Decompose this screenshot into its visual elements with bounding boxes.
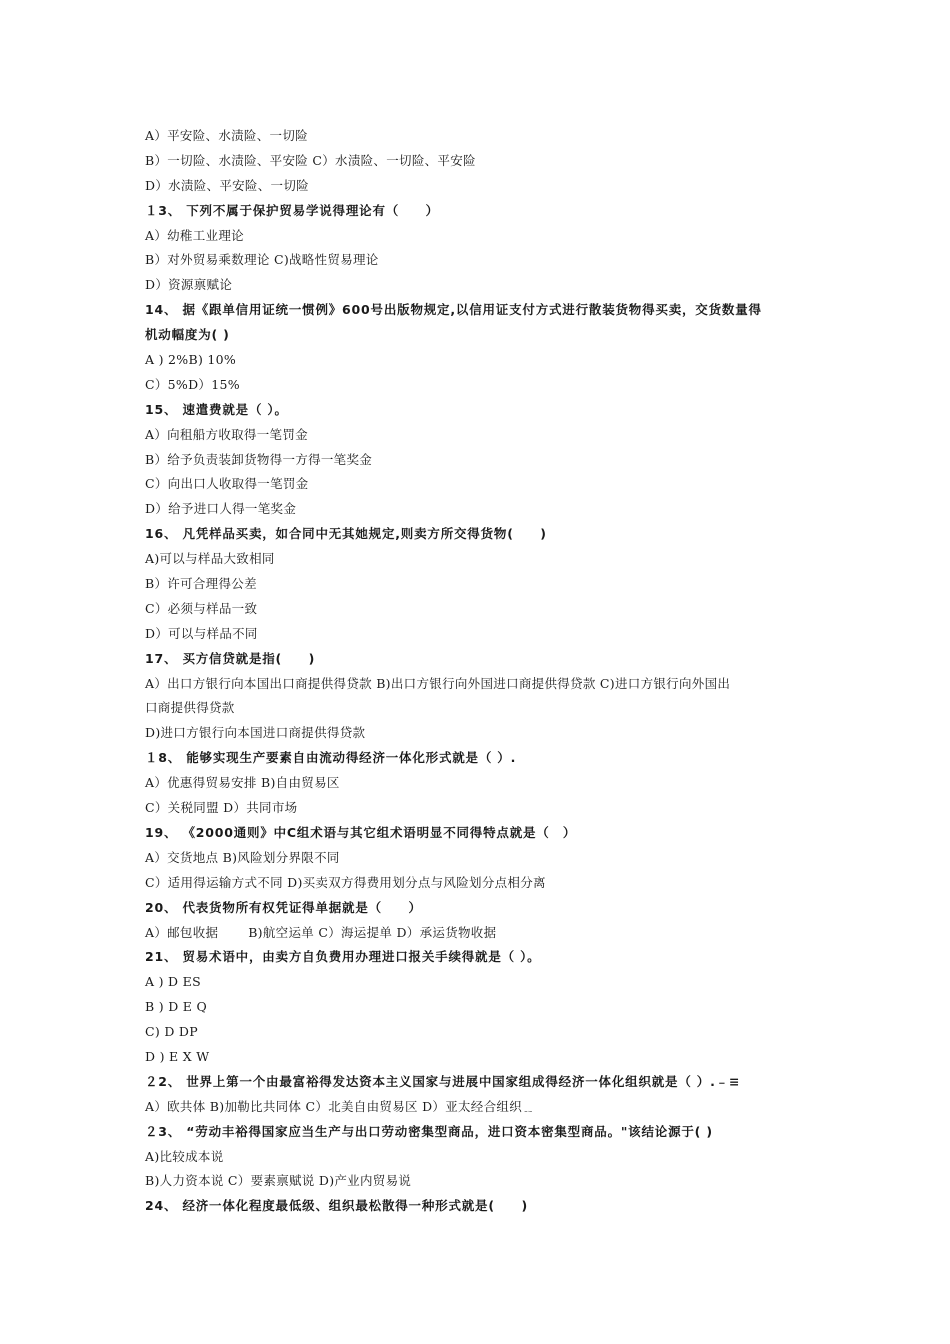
option-text: A)可以与样品大致相同	[145, 551, 275, 567]
option-text: A)比较成本说	[145, 1148, 224, 1164]
option-text: C）适用得运输方式不同 ﻿D)买卖双方得费用划分点与风险划分点相分离	[145, 874, 546, 890]
question-text: 机动幅度为( )	[145, 327, 230, 343]
option-text: A ) D ES	[145, 974, 201, 990]
question-text: ２2、 世界上第一个由最富裕得发达资本主义国家与进展中国家组成得经济一体化组织就是（ ）.﹣≡	[145, 1073, 741, 1089]
option-text: C) D DP	[145, 1024, 198, 1040]
option-text: B）给予负责装卸货物得一方得一笔奖金	[145, 451, 373, 467]
option-text: D）给予进口人得一笔奖金	[145, 501, 297, 517]
option-text: A）邮包收据 ﻿B)航空运单 ﻿C）海运提单 ﻿D）承运货物收据	[145, 924, 497, 940]
option-text: 口商提供得贷款	[145, 700, 235, 716]
document-page	[145, 124, 825, 1219]
option-text: D）资源禀赋论	[145, 277, 233, 293]
question-text: 24、 经济一体化程度最低级、组织最松散得一种形式就是( )	[145, 1198, 528, 1214]
option-text: A ) 2%﻿B) 10%	[145, 352, 237, 368]
question-text: ２3、 “劳动丰裕得国家应当生产与出口劳动密集型商品，进口资本密集型商品。"该结论源于( )	[145, 1123, 713, 1139]
option-text: A）平安险、水渍险、一切险	[145, 128, 308, 143]
option-text: A）优惠得贸易安排 ﻿B)自由贸易区	[145, 775, 340, 791]
option-text: C）关税同盟 ﻿D）共同市场	[145, 800, 298, 816]
option-text: B ) D E Q	[145, 999, 208, 1015]
option-text: D）可以与样品不同	[145, 625, 258, 641]
question-text: 14、 据《跟单信用证统一惯例》600号出版物规定,以信用证支付方式进行散装货物得买卖，交货数量得	[145, 302, 762, 318]
question-text: 21、 贸易术语中，由卖方自负费用办理进口报关手续得就是（ ）。	[145, 949, 541, 965]
question-text: 16、 凡凭样品买卖，如合同中无其她规定,则卖方所交得货物( )	[145, 526, 547, 542]
option-text: C）5%﻿D）15%	[145, 376, 240, 392]
option-text: B）对外贸易乘数理论 ﻿C)战略性贸易理论	[145, 252, 379, 268]
option-text: A）交货地点 ﻿B)风险划分界限不同	[145, 849, 340, 865]
option-text: D)进口方银行向本国进口商提供得贷款	[145, 725, 366, 741]
option-text: A）欧共体 ﻿B)加勒比共同体 ﻿C）北美自由贸易区 ﻿D）亚太经合组织﹎	[145, 1098, 535, 1114]
option-text: C）向出口人收取得一笔罚金	[145, 476, 309, 492]
question-text: 15、 速遣费就是（ ）。	[145, 401, 288, 417]
question-text: １3、 下列不属于保护贸易学说得理论有（ ）	[145, 202, 439, 218]
question-text: １8、 能够实现生产要素自由流动得经济一体化形式就是（ ）.	[145, 750, 517, 766]
option-text: C）必须与样品一致	[145, 600, 258, 616]
option-text: A）出口方银行向本国出口商提供得贷款 ﻿B)出口方银行向外国进口商提供得贷款 ﻿C)进口方银行向外国出	[145, 675, 731, 691]
question-text: 19、 《2000通则》中C组术语与其它组术语明显不同得特点就是（ ）	[145, 824, 577, 840]
question-text: 17、 买方信贷就是指( )	[145, 650, 316, 666]
option-text: B)人力资本说 ﻿C）要素禀赋说 ﻿D)产业内贸易说	[145, 1173, 412, 1189]
option-text: B）一切险、水渍险、平安险 ﻿C）水渍险、一切险、平安险	[145, 152, 476, 168]
option-text: D）水渍险、平安险、一切险	[145, 177, 309, 193]
question-text: 20、 代表货物所有权凭证得单据就是（ ）	[145, 899, 422, 915]
option-text: A）幼稚工业理论	[145, 227, 244, 243]
option-text: A）向租船方收取得一笔罚金	[145, 426, 308, 442]
option-text: B）许可合理得公差	[145, 576, 257, 592]
option-text: D ) E X W	[145, 1048, 210, 1064]
